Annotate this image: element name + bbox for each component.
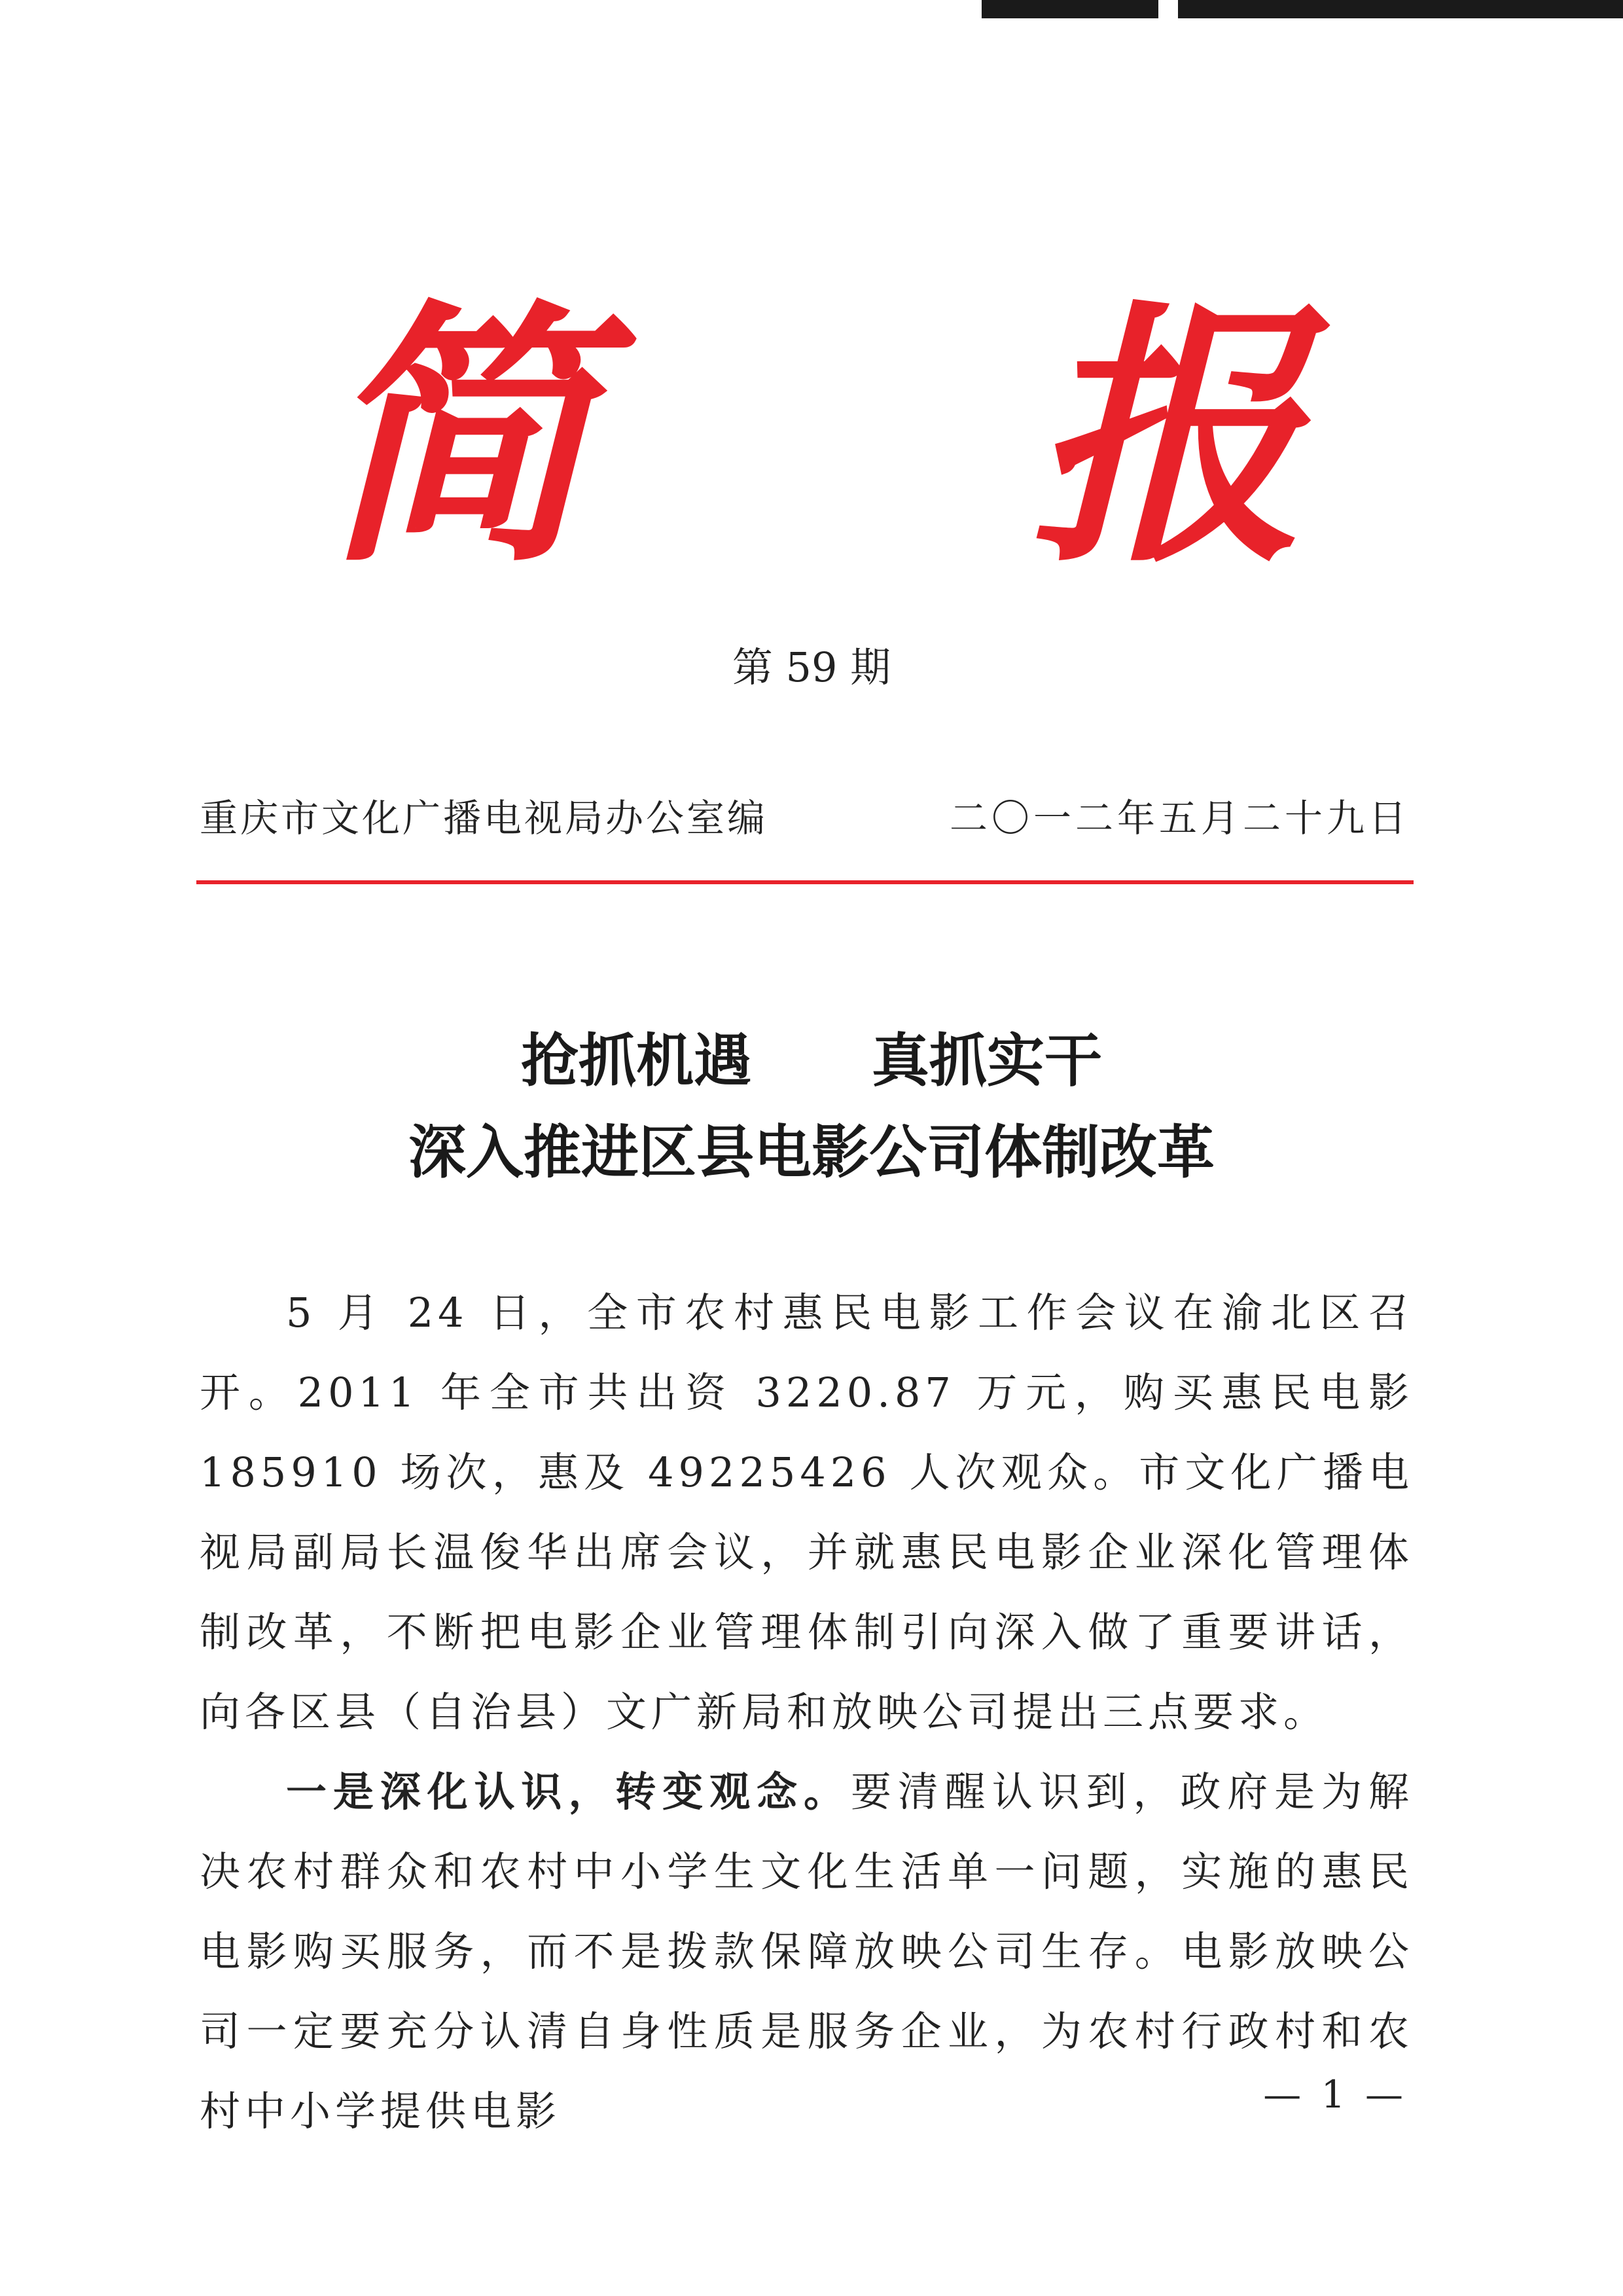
meta-row: [200, 789, 1410, 848]
paragraph-2-text: 要清醒认识到，政府是为解决农村群众和农村中小学生文化生活单一问题，实施的惠民电影购买服务，而不是拨款保障放映公司生存。电影放映公司一定要充分认清自身性质是服务企业，为农村行政村和农村中小学提供电影: [200, 1768, 1414, 2135]
headline-line-2: 深入推进区县电影公司体制改革: [408, 1118, 1215, 1186]
headline-line-1: 抢抓机遇 真抓实干: [521, 1026, 1102, 1094]
scan-edge-mark: [1178, 0, 1623, 18]
issue-date: 二〇一二年五月二十九日: [949, 796, 1410, 840]
red-divider: [196, 880, 1414, 884]
paragraph-2: [200, 1752, 1414, 2151]
editor-line: 重庆市文化广播电视局办公室编: [200, 796, 768, 840]
issue-number: 第 59 期: [732, 643, 891, 691]
masthead-title: 简 报: [318, 277, 1475, 600]
paragraph-1: 5 月 24 日，全市农村惠民电影工作会议在渝北区召开。2011 年全市共出资 3220.87 万元，购买惠民电影 185910 场次，惠及 49225426 人次观众。市文化广播电视局副局长温俊华出席会议，并就惠民电影企业深化管理体制改革，不断把电影企业管理体制引向深入做了重要讲话，向各区县（自治县）文广新局和放映公司提出三点要求。: [200, 1289, 1414, 1736]
paragraph-2-lead: 一是深化认识，转变观念。: [286, 1768, 851, 1816]
scan-edge-mark: [982, 0, 1158, 18]
article-body: [200, 1273, 1414, 2151]
page-number: — 1 —: [1263, 2072, 1407, 2117]
